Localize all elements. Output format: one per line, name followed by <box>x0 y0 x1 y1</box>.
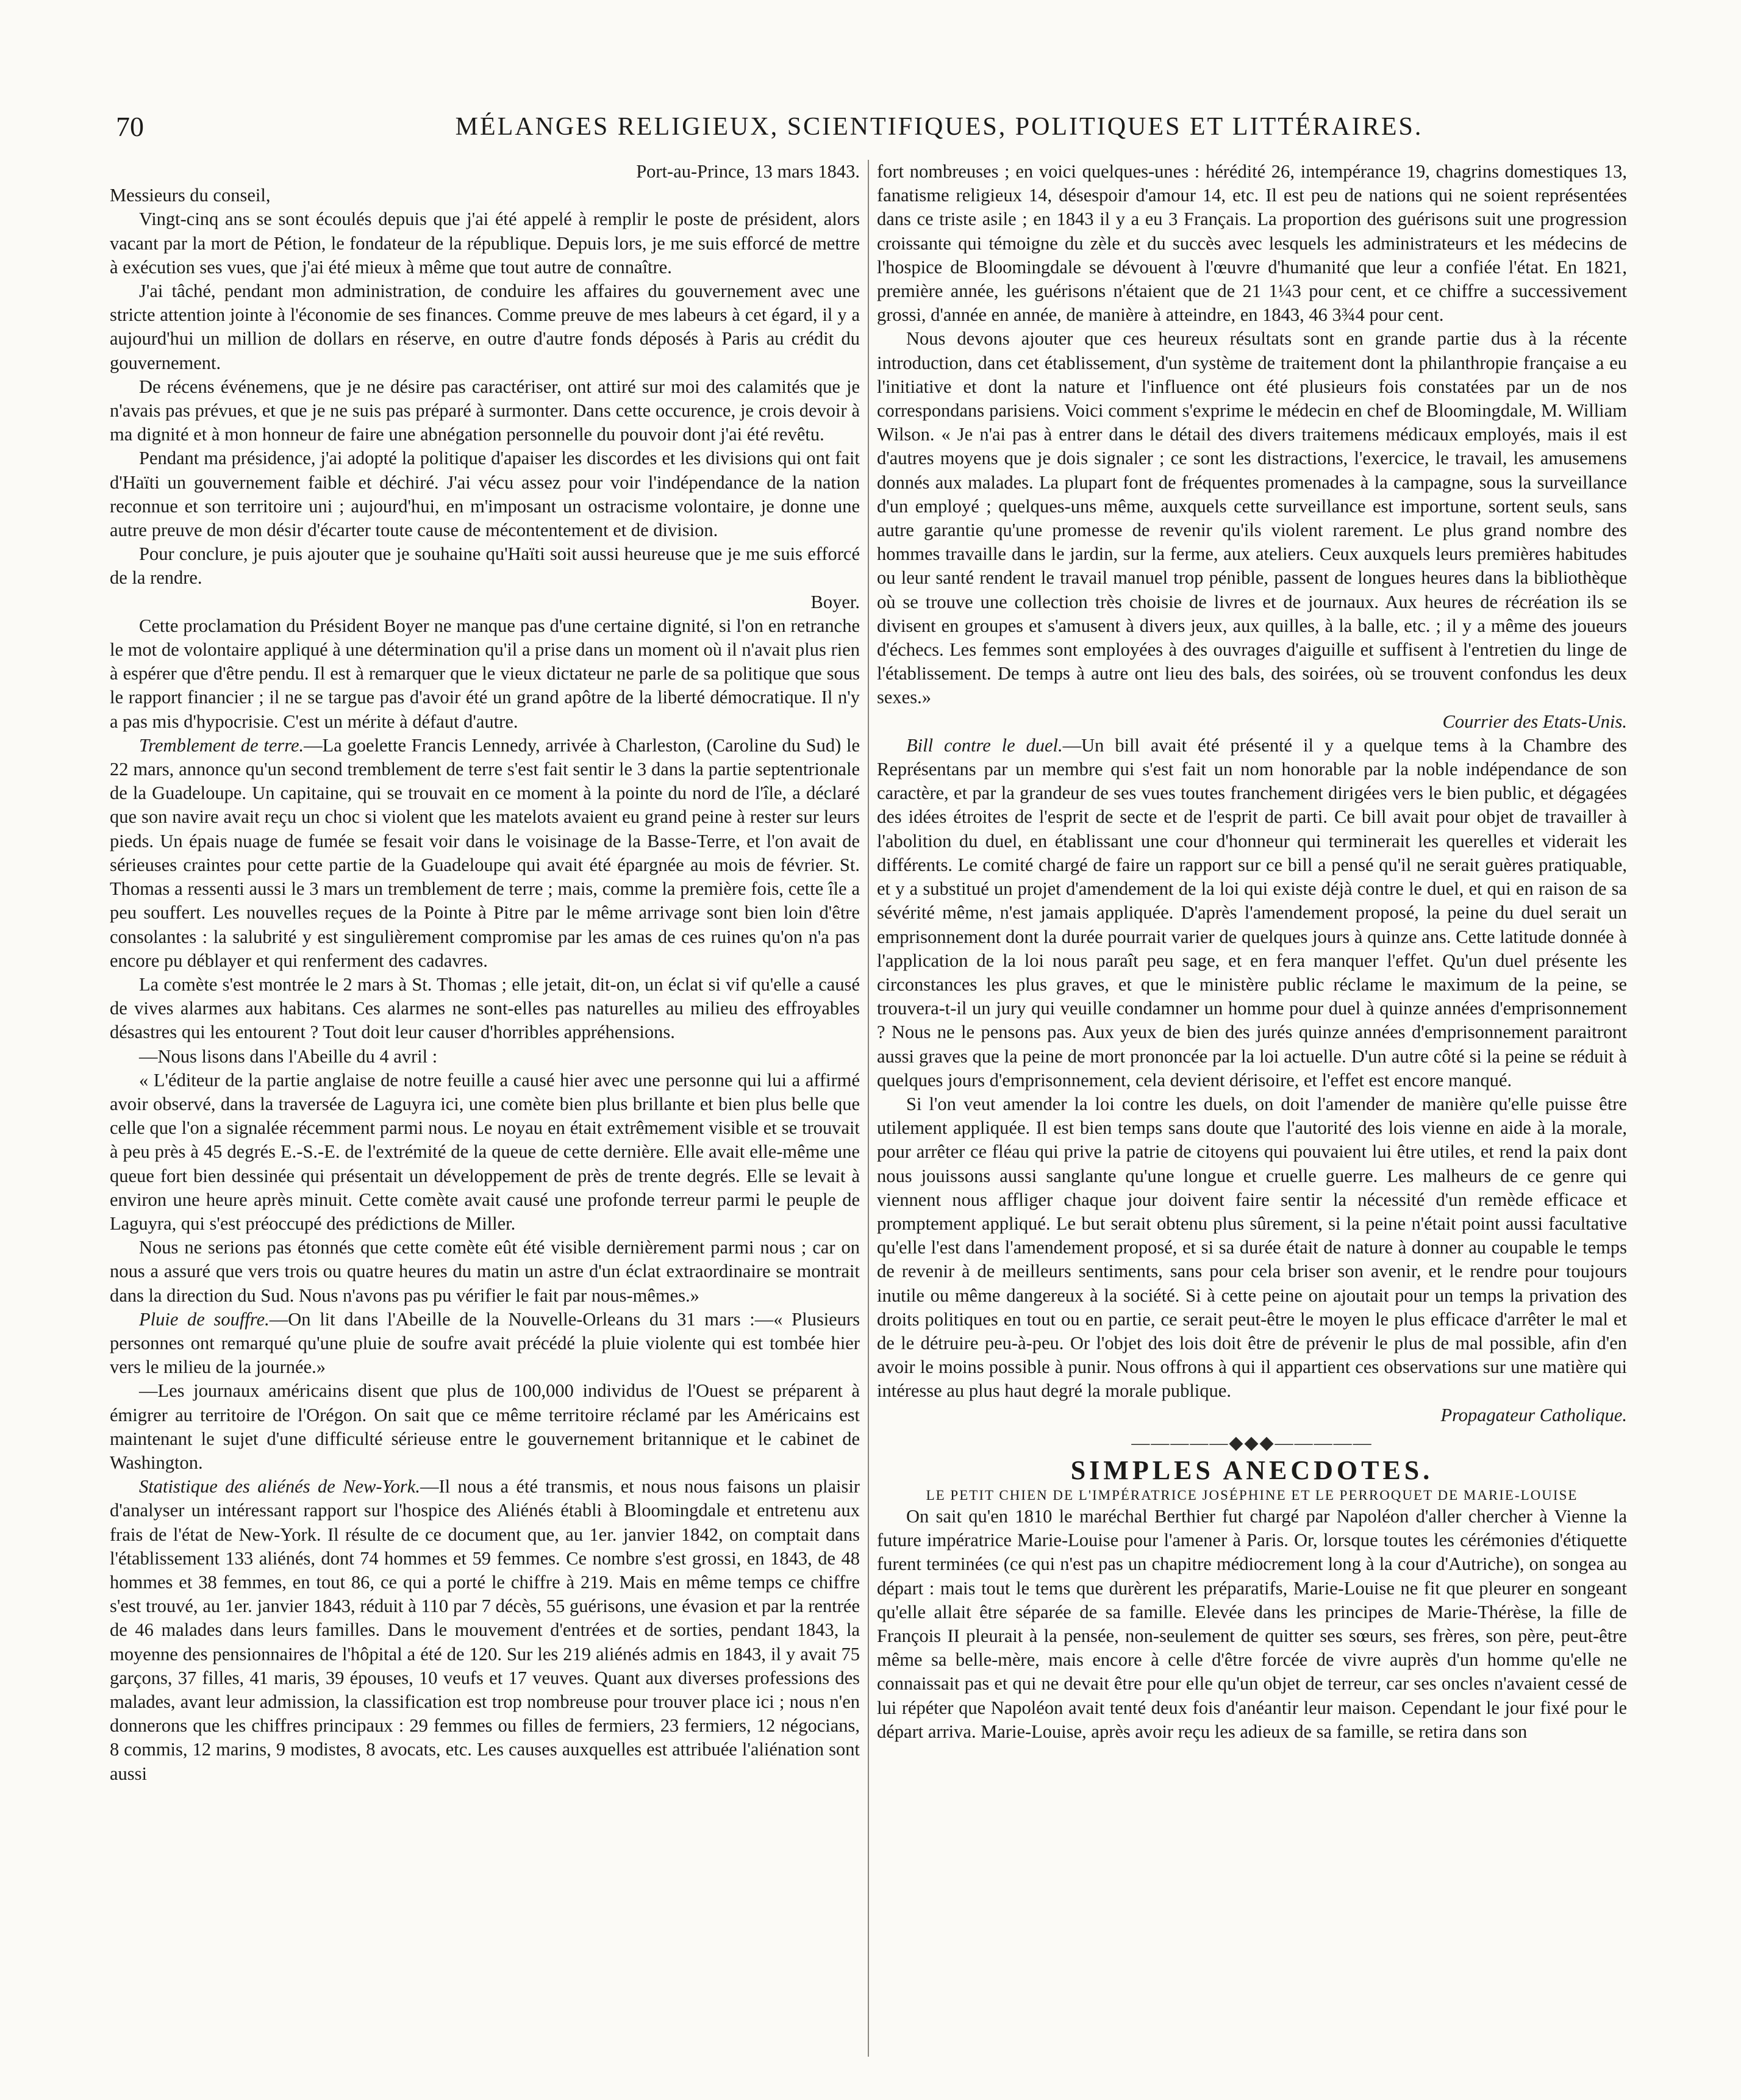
article-paragraph: Nous devons ajouter que ces heureux résultats sont en grande partie dus à la récente introduction, dans cet établissement, d'un système de traitement dont la philanthropie française a eu l'initiative et dont la nature et l'influence ont été plusieurs fois constatées par un de nos correspondans parisiens. Voici comment s'exprime le médecin en chef de Bloomingdale, M. William Wilson. « Je n'ai pas à entrer dans le détail des divers traitemens médicaux employés, mais il est d'autres moyens que je dois signaler ; ce sont les distractions, l'exercice, le travail, les amusemens donnés aux malades. La plupart font de fréquentes promenades à la campagne, sous la surveillance d'un employé ; quelques-uns même, auxquels cette surveillance est importune, sortent seuls, sans autre garantie qu'une promesse de revenir qu'ils violent rarement. Le plus grand nombre des hommes travaille dans le jardin, sur la ferme, aux ateliers. Ceux auxquels leurs premières habitudes ou leur santé rendent le travail manuel trop pénible, passent de longues heures dans la bibliothèque où se trouve une collection très choisie de livres et de journaux. Aux heures de récréation ils se divisent en groupes et s'amusent à divers jeux, aux quilles, à la balle, etc. ; il y a même des joueurs d'échecs. Les femmes sont employées à des ouvrages d'aiguille et suffisent à l'entretien du linge de l'établissement. De temps à autre ont lieu des bals, des soirées, où se trouvent confondus les deux sexes.» <box>877 328 1627 708</box>
runin-heading: Bill contre le duel. <box>906 734 1063 756</box>
paragraph-text: —On lit dans l'Abeille de la Nouvelle-Orleans du 31 mars :—« Plusieurs personnes ont remarqué qu'une pluie de soufre avait précédé la pluie violente qui est tombée hier vers le milieu de la journée.» <box>110 1308 860 1378</box>
source-credit: Propagateur Catholique. <box>1440 1404 1627 1425</box>
paragraph-text: —La goelette Francis Lennedy, arrivée à Charleston, (Caroline du Sud) le 22 mars, annonce qu'un second tremblement de terre s'est fait sentir le 3 dans la partie septentrionale de la Guadeloupe. Un capitaine, qui se trouvait en ce moment à la pointe du nord de l'île, a déclaré que son navire avait reçu un choc si violent que les matelots avaient eu grand peine à rester sur leurs pieds. Un épais nuage de fumée se fesait voir dans le voisinage de la Basse-Terre, et l'on avait de sérieuses craintes pour cette partie de la Guadeloupe qui avait été épargnée au mois de février. St. Thomas a ressenti aussi le 3 mars un tremblement de terre ; mais, comme la première fois, cette île a peu souffert. Les nouvelles reçues de la Pointe à Pitre par le même arrivage sont bien loin d'être consolantes : la salubrité y est singulièrement compromise par les amas de ces ruines qu'on n'a pas encore pu déblayer et qui renferment des cadavres. <box>110 734 860 971</box>
runin-heading: Statistique des aliénés de New-York. <box>139 1476 420 1497</box>
runin-heading: Tremblement de terre. <box>139 734 304 756</box>
article-paragraph: —Nous lisons dans l'Abeille du 4 avril : <box>139 1045 438 1067</box>
left-column <box>110 160 860 2057</box>
article-paragraph: De récens événemens, que je ne désire pas caractériser, ont attiré sur moi des calamités que je n'avais pas prévues, et que je ne suis pas préparé à surmonter. Dans cette occurence, je crois devoir à ma dignité et à mon honneur de faire une abnégation personnelle du pouvoir dont j'ai été revêtu. <box>110 376 860 445</box>
article-paragraph <box>110 1475 860 1786</box>
paragraph-text: —Un bill avait été présenté il y a quelque tems à la Chambre des Représentans par un membre qui s'est fait un nom honorable par la noble indépendance de son caractère, et par la grandeur de ses vues toutes franchement dirigées vers le bien public, et dégagées des idées étroites de l'esprit de secte et de l'esprit de parti. Ce bill avait pour objet de travailler à l'abolition du duel, en établissant une cour d'honneur qui terminerait les querelles et viderait les différents. Le comité chargé de faire un rapport sur ce bill a pensé qu'il ne serait guères pratiquable, et y a substitué un projet d'amendement de la loi qui existe déjà contre le duel, et qui en raison de sa sévérité même, n'est jamais appliquée. D'après l'amendement proposé, la peine du duel serait un emprisonnement dont la durée pourrait varier de quelques jours à quinze ans. Cette latitude donnée à l'application de la loi nous paraît peu sage, et en fera manquer l'effet. Qu'un duel présente les circonstances les plus graves, et que le ministère public réclame le maximum de la peine, se trouvera-t-il un jury qui veuille condamner un homme pour duel à quinze années d'emprisonnement ? Nous ne le pensons pas. Aux yeux de bien des jurés quinze années d'emprisonnement paraitront aussi graves que la peine de mort prononcée par la loi actuelle. D'un autre côté si la peine se réduit à quelques jours d'emprisonnement, cela devient dérisoire, et l'effet est encore manqué. <box>877 734 1627 1091</box>
paragraph-text: —Il nous a été transmis, et nous nous faisons un plaisir d'analyser un intéressant rapport sur l'hospice des Aliénés établi à Bloomingdale et entretenu aux frais de l'état de New-York. Il résulte de ce document que, au 1er. janvier 1842, on comptait dans l'établissement 133 aliénés, dont 74 hommes et 59 femmes. Ce nombre s'est grossi, en 1843, de 48 hommes et 38 femmes, en tout 86, ce qui a porté le chiffre à 219. Mais en même temps ce chiffre s'est trouvé, au 1er. janvier 1843, réduit à 110 par 7 décès, 55 guérisons, une évasion et par la rentrée de 46 malades dans leurs familles. Dans le mouvement d'entrées et de sorties, pendant 1843, la moyenne des pensionnaires de l'hôpital a été de 120. Sur les 219 aliénés admis en 1843, il y avait 75 garçons, 37 filles, 41 maris, 39 épouses, 10 veufs et 17 veuves. Quant aux diverses professions des malades, avant leur admission, la classification est trop nombreuse pour trouver place ici ; nous n'en donnerons que les chiffres principaux : 29 femmes ou filles de fermiers, 23 fermiers, 12 négocians, 8 commis, 12 marins, 9 modistes, 8 avocats, etc. Les causes auxquelles est attribuée l'aliénation sont aussi <box>110 1476 860 1784</box>
article-paragraph: fort nombreuses ; en voici quelques-unes : hérédité 26, intempérance 19, chagrins domestiques 13, fanatisme religieux 14, désespoir d'amour 14, etc. Il est peu de nations qui ne soient représentées dans ce triste asile ; en 1843 il y a eu 3 Français. La proportion des guérisons suit une progression croissante qui témoigne du zèle et du succès avec lesquels les administrateurs et les médecins de l'hospice de Bloomingdale se dévouent à l'œuvre d'humanité que leur a confiée l'état. En 1821, première année, les guérisons n'étaient que de 21 1¼3 pour cent, et ce chiffre a successivement grossi, d'année en année, de manière à atteindre, en 1843, 46 3¾4 pour cent. <box>877 161 1627 326</box>
article-paragraph: Si l'on veut amender la loi contre les duels, on doit l'amender de manière qu'elle puisse être utilement appliquée. Il est bien temps sans doute que l'autorité des lois vienne en aide à la morale, pour arrêter ce fléau qui prive la patrie de citoyens qui pouvaient lui être utiles, et rend la paix dont nous jouissons aussi sanglante qu'une longue et cruelle guerre. Les malheurs de ce genre qui viennent nous affliger chaque jour doivent faire sentir la nécessité d'un remède efficace et promptement appliqué. Le but serait obtenu plus sûrement, si la peine n'était point aussi facultative qu'elle l'est dans l'amendement proposé, et si sa durée était de nature à donner au coupable le temps de revenir à de meilleurs sentiments, sans pour cela briser son avenir, et le rendre pour toujours inutile ou même dangereux à la société. Si à cette peine on ajoutait pour un temps la privation des droits politiques en tout ou en partie, ce serait peut-être le moyen le plus efficace d'arrêter le mal et de le détruire peu-à-peu. Or l'objet des lois doit être de prévenir le plus de mal possible, afin d'en avoir le moins possible à punir. Nous offrons à qui il appartient ces observations sur une matière qui intéresse au plus haut degré la morale publique. <box>877 1093 1627 1402</box>
section-subtitle: LE PETIT CHIEN DE L'IMPÉRATRICE JOSÉPHINE ET LE PERROQUET DE MARIE-LOUISE <box>926 1487 1578 1503</box>
dateline: Port-au-Prince, 13 mars 1843. <box>636 161 860 182</box>
column-divider <box>868 160 869 2057</box>
article-paragraph: Pendant ma présidence, j'ai adopté la politique d'apaiser les discordes et les divisions qui ont fait d'Haïti un gouvernement faible et déchiré. J'ai vécu assez pour voir l'indépendance de la nation reconnue et son territoire uni ; aujourd'hui, en m'imposant un ostracisme volontaire, je donne une autre preuve de mon désir d'écarter toute cause de mécontentement et de division. <box>110 448 860 541</box>
article-paragraph <box>110 1308 860 1380</box>
article-paragraph <box>110 734 860 973</box>
article-paragraph <box>877 734 1627 1092</box>
article-paragraph: Nous ne serions pas étonnés que cette comète eût été visible dernièrement parmi nous ; car on nous a assuré que vers trois ou quatre heures du matin un astre d'un éclat extraordinaire se montrait dans la direction du Sud. Nous n'avons pas pu vérifier le fait par nous-mêmes.» <box>110 1237 860 1306</box>
article-paragraph: Cette proclamation du Président Boyer ne manque pas d'une certaine dignité, si l'on en retranche le mot de volontaire appliqué à une détermination qu'il a prise dans un moment où il n'avait plus rien à espérer que d'être pendu. Il est à remarquer que le vieux dictateur ne parle de sa politique que sous le rapport financier ; il ne se targue pas d'avoir été un grand apôtre de la liberté démocratique. Il n'y a pas mis d'hypocrisie. C'est un mérite à défaut d'autre. <box>110 615 860 732</box>
runin-heading: Pluie de souffre. <box>139 1308 270 1330</box>
article-paragraph: « L'éditeur de la partie anglaise de notre feuille a causé hier avec une personne qui lui a affirmé avoir observé, dans la traversée de Laguyra ici, une comète bien plus brillante et bien plus belle que celle que l'on a signalée récemment parmi nous. Le noyau en était extrêmement visible et se trouvait à peu près à 45 degrés E.-S.-E. de l'extrémité de la queue de cette dernière. Elle avait elle-même une queue fort bien dessinée qui présentait un développement de près de trente degrés. Elle se levait à environ une heure après minuit. Cette comète avait causé une profonde terreur parmi le peuple de Laguyra, qui s'est préoccupé des prédictions de Miller. <box>110 1069 860 1234</box>
signature: Boyer. <box>810 591 860 612</box>
ornament-divider: —————◆◆◆————— <box>1131 1432 1373 1453</box>
article-paragraph: Pour conclure, je puis ajouter que je souhaine qu'Haïti soit aussi heureuse que je me suis efforcé de la rendre. <box>110 543 860 589</box>
article-paragraph: On sait qu'en 1810 le maréchal Berthier fut chargé par Napoléon d'aller chercher à Vienne la future impératrice Marie-Louise pour l'amener à Paris. Or, lorsque toutes les cérémonies d'étiquette furent terminées (ce qui n'est pas un chapitre médiocrement long à la cour d'Autriche), on songea au départ : mais tout le tems que durèrent les préparatifs, Marie-Louise ne fit que pleurer en songeant qu'elle allait être séparée de sa famille. Elevée dans les principes de Marie-Thérèse, la fille de François II pleurait à la pensée, non-seulement de quitter ses sœurs, ses frères, son père, peut-être même sa belle-mère, mais encore à celle d'être forcée de vivre auprès d'un homme qu'elle ne connaissait pas et qui ne devait être pour elle qu'un objet de terreur, car ses oncles n'avaient cessé de lui répéter que Napoléon avait tenté deux fois d'anéantir leur maison. Cependant le jour fixé pour le départ arriva. Marie-Louise, après avoir reçu les adieux de sa famille, se retira dans son <box>877 1505 1627 1742</box>
page-number: 70 <box>116 111 144 142</box>
article-paragraph: La comète s'est montrée le 2 mars à St. Thomas ; elle jetait, dit-on, un éclat si vif qu'elle a causé de vives alarmes aux habitans. Ces alarmes ne sont-elles pas naturelles au milieu des effroyables désastres qui les entourent ? Tout doit leur causer d'horribles appréhensions. <box>110 973 860 1043</box>
right-column <box>877 160 1627 2057</box>
section-title: SIMPLES ANECDOTES. <box>1070 1455 1434 1485</box>
page-header <box>116 109 1616 151</box>
salutation: Messieurs du conseil, <box>110 185 271 206</box>
source-credit: Courrier des Etats-Unis. <box>1442 711 1627 732</box>
article-paragraph: Vingt-cinq ans se sont écoulés depuis que j'ai été appelé à remplir le poste de président, alors vacant par la mort de Pétion, le fondateur de la république. Depuis lors, je me suis efforcé de mettre à exécution ses vues, que j'ai été mieux à même que tout autre de connaître. <box>110 209 860 278</box>
article-paragraph: J'ai tâché, pendant mon administration, de conduire les affaires du gouvernement avec une stricte attention jointe à l'économie de ses finances. Comme preuve de mes labeurs à cet égard, il y a aujourd'hui un million de dollars en réserve, en outre d'autre fonds déposés à Paris au crédit du gouvernement. <box>110 281 860 373</box>
running-title: MÉLANGES RELIGIEUX, SCIENTIFIQUES, POLITIQUES ET LITTÉRAIRES. <box>455 113 1423 141</box>
article-paragraph: —Les journaux américains disent que plus de 100,000 individus de l'Ouest se préparent à émigrer au territoire de l'Orégon. On sait que ce même territoire réclamé par les Américains est maintenant le sujet d'une difficulté sérieuse entre le gouvernement britannique et le cabinet de Washington. <box>110 1380 860 1473</box>
